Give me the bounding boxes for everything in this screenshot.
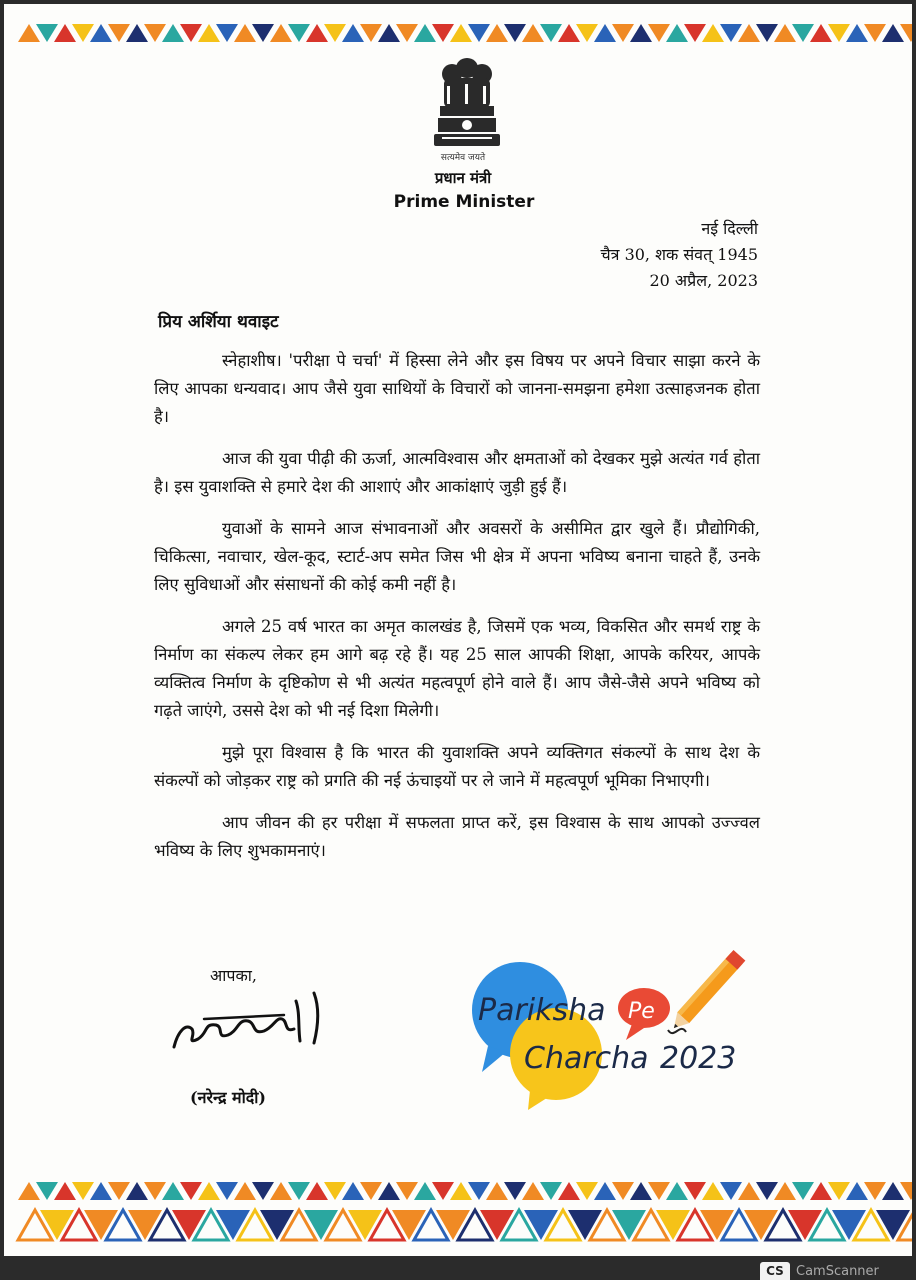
border-triangle (738, 1182, 760, 1200)
border-triangle (684, 24, 706, 42)
border-triangle (612, 1182, 634, 1200)
office-title-hindi: प्रधान मंत्री (434, 169, 492, 187)
camscanner-logo-badge: CS (760, 1262, 790, 1280)
border-triangle (594, 24, 616, 42)
letter-page (4, 4, 912, 1256)
border-triangle (450, 1182, 472, 1200)
paragraph: स्नेहाशीष। 'परीक्षा पे चर्चा' में हिस्सा लेने और इस विषय पर अपने विचार साझा करने के लिए आपका धन्यवाद। आप जैसे युवा साथियों के विचारों को जानना-समझना हमेशा उत्साहजनक होता है। (154, 351, 760, 426)
border-triangle (18, 1182, 40, 1200)
border-triangle (126, 1182, 148, 1200)
border-triangle (792, 1182, 814, 1200)
border-triangle (486, 1182, 508, 1200)
border-triangle (594, 1182, 616, 1200)
border-triangle (630, 24, 652, 42)
border-triangle (666, 24, 688, 42)
border-triangle (270, 1182, 292, 1200)
border-triangle (18, 24, 40, 42)
salutation: प्रिय अर्शिया थवाइट (158, 312, 279, 332)
border-triangle (360, 24, 382, 42)
logo-word-charcha: Charcha (524, 1041, 649, 1076)
border-triangle (792, 24, 814, 42)
border-triangle (270, 24, 292, 42)
border-triangle (702, 1182, 724, 1200)
border-triangle (720, 1182, 742, 1200)
border-triangle (774, 1182, 796, 1200)
border-triangle (864, 1182, 886, 1200)
border-triangle (414, 1182, 436, 1200)
border-triangle (882, 24, 904, 42)
border-triangle (756, 1182, 778, 1200)
border-triangle (72, 24, 94, 42)
border-triangle (180, 1182, 202, 1200)
paragraph: मुझे पूरा विश्वास है कि भारत की युवाशक्ति अपने व्यक्तिगत संकल्पों के साथ देश के संकल्पों को जोड़कर राष्ट्र को प्रगति की नई ऊंचाइयों पर ले जाने में महत्वपूर्ण भूमिका निभाएगी। (154, 743, 760, 790)
office-title-english: Prime Minister (393, 192, 535, 212)
border-triangle (342, 1182, 364, 1200)
border-triangle (828, 1182, 850, 1200)
logo-word-pe: Pe (628, 999, 655, 1024)
border-triangle (90, 24, 112, 42)
border-triangle (234, 1182, 256, 1200)
national-emblem-icon (432, 56, 502, 151)
border-triangle (666, 1182, 688, 1200)
border-triangle (576, 1182, 598, 1200)
border-triangle (828, 24, 850, 42)
date-block (601, 216, 759, 294)
border-triangle (522, 24, 544, 42)
border-triangle (324, 1182, 346, 1200)
letter-body (154, 347, 760, 879)
border-triangle (432, 24, 454, 42)
border-triangle (630, 1182, 652, 1200)
border-triangle (288, 1182, 310, 1200)
border-triangle (216, 1182, 238, 1200)
border-triangle (522, 1182, 544, 1200)
border-triangle (756, 24, 778, 42)
border-triangle (108, 24, 130, 42)
border-triangle (846, 24, 868, 42)
border-triangle (432, 1182, 454, 1200)
saka-date-line: चैत्र 30, शक संवत् 1945 (600, 245, 758, 264)
border-triangle (306, 1182, 328, 1200)
border-triangle (252, 24, 274, 42)
border-triangle (810, 1182, 832, 1200)
closing-line: आपका, (210, 966, 257, 985)
border-triangle (126, 24, 148, 42)
logo-word-pariksha: Pariksha (478, 993, 606, 1028)
decorative-bottom-border (4, 1180, 912, 1252)
paragraph: आप जीवन की हर परीक्षा में सफलता प्राप्त करें, इस विश्वास के साथ आपको उज्ज्वल भविष्य के लिए शुभकामनाएं। (154, 813, 760, 860)
paragraph: युवाओं के सामने आज संभावनाओं और अवसरों के असीमित द्वार खुले हैं। प्रौद्योगिकी, चिकित्सा, नवाचार, खेल-कूद, स्टार्ट-अप समेत जिस भी क्षेत्र में अपना भविष्य बनाना चाहते हैं, उनके लिए सुविधाओं और संसाधनों की कोई कमी नहीं है। (154, 519, 760, 594)
border-triangle (144, 1182, 166, 1200)
border-triangle (540, 1182, 562, 1200)
paragraph: आज की युवा पीढ़ी की ऊर्जा, आत्मविश्वास और क्षमताओं को देखकर मुझे अत्यंत गर्व होता है। इस युवाशक्ति से हमारे देश की आशाएं और आकांक्षाएं जुड़ी हुई हैं। (154, 449, 760, 496)
border-triangle (558, 1182, 580, 1200)
border-triangle (216, 24, 238, 42)
border-triangle (306, 24, 328, 42)
border-triangle (396, 24, 418, 42)
border-triangle (54, 24, 76, 42)
border-triangle (720, 24, 742, 42)
camscanner-watermark: CamScanner (796, 1264, 879, 1279)
border-triangle (72, 1182, 94, 1200)
logo-year: 2023 (660, 1041, 737, 1076)
border-triangle (450, 24, 472, 42)
border-triangle (234, 24, 256, 42)
border-triangle (612, 24, 634, 42)
border-triangle (180, 24, 202, 42)
border-triangle (342, 24, 364, 42)
paragraph: अगले 25 वर्ष भारत का अमृत कालखंड है, जिसमें एक भव्य, विकसित और समर्थ राष्ट्र के निर्माण का संकल्प लेकर हम आगे बढ़ रहे हैं। यह 25 साल आपकी शिक्षा, आपके करियर, आपके व्यक्तित्व निर्माण के दृष्टिकोण से भी अत्यंत महत्वपूर्ण होने वाले हैं। आप जैसे-जैसे अपने भविष्य को गढ़ते जाएंगे, उससे देश को भी नई दिशा मिलेगी। (154, 617, 760, 720)
emblem-motto: सत्यमेव जयते (440, 153, 486, 163)
border-triangle (774, 24, 796, 42)
border-triangle (324, 24, 346, 42)
place-line: नई दिल्ली (701, 219, 758, 238)
border-triangle (558, 24, 580, 42)
border-triangle (702, 24, 724, 42)
border-triangle (576, 24, 598, 42)
border-triangle (738, 24, 760, 42)
border-triangle (540, 24, 562, 42)
border-triangle (198, 24, 220, 42)
pariksha-pe-charcha-logo (460, 948, 760, 1118)
border-triangle (360, 1182, 382, 1200)
border-triangle (468, 1182, 490, 1200)
border-triangle (648, 1182, 670, 1200)
border-triangle (882, 1182, 904, 1200)
border-triangle (846, 1182, 868, 1200)
border-triangle (396, 1182, 418, 1200)
border-triangle (108, 1182, 130, 1200)
decorative-top-border (4, 20, 912, 48)
border-triangle (378, 1182, 400, 1200)
border-triangle (468, 24, 490, 42)
border-triangle (810, 24, 832, 42)
border-triangle (144, 24, 166, 42)
border-triangle (36, 1182, 58, 1200)
border-triangle (36, 24, 58, 42)
border-triangle (54, 1182, 76, 1200)
border-triangle (162, 1182, 184, 1200)
border-triangle (378, 24, 400, 42)
border-triangle (288, 24, 310, 42)
border-triangle (504, 1182, 526, 1200)
border-triangle (90, 1182, 112, 1200)
border-triangle (648, 24, 670, 42)
border-triangle (162, 24, 184, 42)
border-triangle (198, 1182, 220, 1200)
border-triangle (486, 24, 508, 42)
signatory-name: (नरेन्द्र मोदी) (190, 1088, 266, 1107)
border-triangle (684, 1182, 706, 1200)
border-triangle (414, 24, 436, 42)
border-triangle (252, 1182, 274, 1200)
signature-image (164, 979, 334, 1064)
date-line: 20 अप्रैल, 2023 (649, 271, 758, 290)
border-triangle (504, 24, 526, 42)
border-triangle (864, 24, 886, 42)
